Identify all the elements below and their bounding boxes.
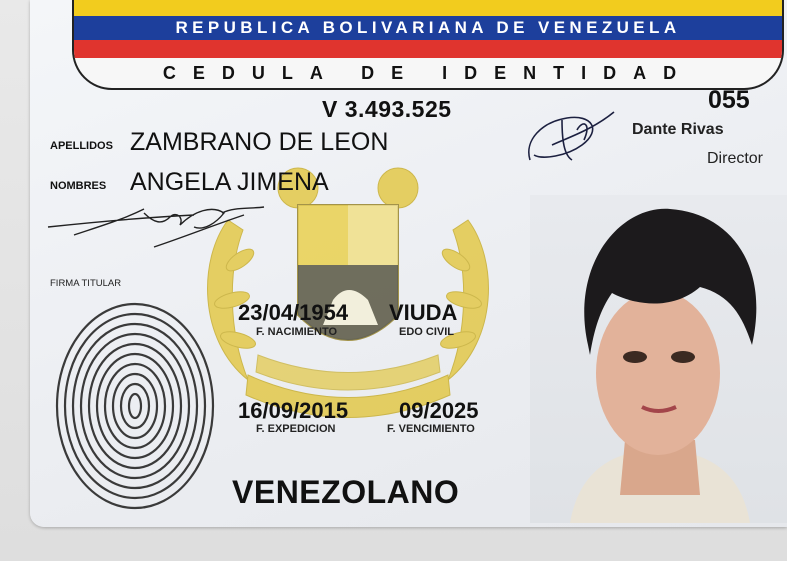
signer-name: Dante Rivas (632, 121, 724, 138)
id-number: V 3.493.525 (322, 96, 452, 122)
expiry-date-label: F. VENCIMIENTO (387, 423, 475, 435)
fingerprint-icon (50, 288, 220, 513)
serial-number: 055 (708, 86, 750, 114)
holder-signature-label: FIRMA TITULAR (50, 278, 122, 289)
flag-red-stripe (74, 40, 782, 58)
issue-date: 16/09/2015 (238, 398, 349, 423)
civil-status-label: EDO CIVIL (399, 326, 455, 338)
id-card (30, 0, 787, 527)
names-label: NOMBRES (50, 180, 107, 192)
signature-icon (522, 100, 622, 180)
civil-status: VIUDA (389, 300, 458, 325)
flag-yellow-stripe (74, 0, 782, 16)
nationality: VENEZOLANO (232, 474, 460, 510)
portrait-figure (530, 195, 787, 523)
signer-title: Director (707, 150, 764, 167)
expiry-date: 09/2025 (399, 398, 479, 423)
holder-signature (44, 195, 274, 265)
surnames: ZAMBRANO DE LEON (130, 128, 389, 156)
issue-date-label: F. EXPEDICION (256, 423, 336, 435)
birth-date-label: F. NACIMIENTO (256, 326, 338, 338)
country-title: REPUBLICA BOLIVARIANA DE VENEZUELA (74, 16, 782, 40)
portrait-photo (530, 195, 787, 523)
given-names: ANGELA JIMENA (130, 168, 329, 196)
document-type: CEDULA DE IDENTIDAD (162, 63, 694, 83)
flag-banner (72, 0, 784, 90)
birth-date: 23/04/1954 (238, 300, 349, 325)
surnames-label: APELLIDOS (50, 140, 113, 152)
